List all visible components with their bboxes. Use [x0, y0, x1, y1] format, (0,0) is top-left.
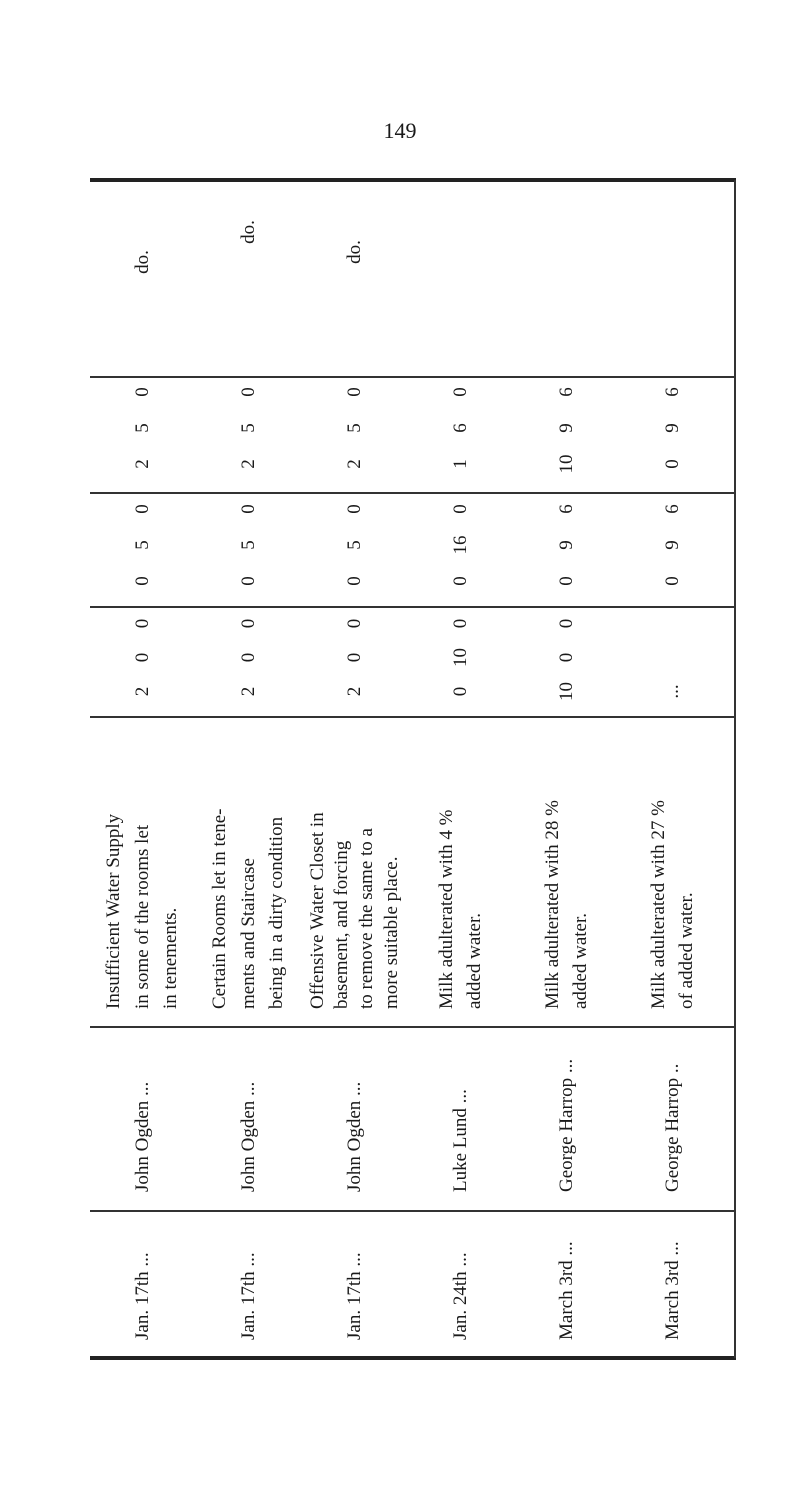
table-row	[302, 182, 408, 1352]
costs-cell: 0 5 0	[132, 504, 153, 586]
description-cell: Milk adulterated with 27 % of added water.	[647, 800, 697, 1009]
costs-cell: 0 16 0	[450, 504, 471, 586]
table-row	[196, 182, 302, 1352]
penalty-cell: 0 10 0	[450, 618, 471, 697]
bottom-rule	[90, 1356, 736, 1360]
name-cell: John Ogden ...	[132, 1081, 153, 1192]
date-cell: March 3rd ...	[556, 1241, 577, 1340]
remarks-cell: do.	[132, 250, 153, 274]
costs-cell: 0 5 0	[238, 504, 259, 586]
costs-cell: 0 9 6	[662, 504, 683, 586]
total-cell: 2 5 0	[132, 387, 153, 469]
name-cell: John Ogden ...	[238, 1081, 259, 1192]
remarks-cell: do.	[344, 240, 365, 264]
name-cell: John Ogden ...	[344, 1081, 365, 1192]
name-cell: Luke Lund ...	[450, 1089, 471, 1192]
name-cell: George Harrop ..	[662, 1063, 683, 1192]
description-cell: Insufficient Water Supply in some of the rooms let in tenements.	[103, 813, 182, 1009]
remarks-cell: do.	[238, 220, 259, 244]
name-cell: George Harrop ...	[556, 1058, 577, 1192]
table-row	[90, 182, 196, 1352]
penalty-cell: 2 0 0	[344, 618, 365, 697]
penalty-cell: 2 0 0	[132, 618, 153, 697]
total-cell: 0 9 6	[662, 387, 683, 469]
total-cell: 1 6 0	[450, 387, 471, 469]
description-cell: Offensive Water Closet in basement, and forcing to remove the same to a more suitable place.	[306, 812, 402, 1009]
date-cell: Jan. 17th ...	[238, 1252, 259, 1340]
date-cell: Jan. 17th ...	[344, 1252, 365, 1340]
penalty-cell: 2 0 0	[238, 618, 259, 697]
total-cell: 2 5 0	[344, 387, 365, 469]
date-cell: March 3rd ...	[662, 1241, 683, 1340]
table-row	[408, 182, 514, 1352]
page-number: 149	[383, 118, 417, 143]
date-cell: Jan. 17th ...	[132, 1252, 153, 1340]
table-row	[620, 182, 726, 1352]
date-cell: Jan. 24th ...	[450, 1252, 471, 1340]
total-cell: 2 5 0	[238, 387, 259, 469]
right-border	[734, 180, 736, 1358]
rotated-table	[90, 182, 730, 1352]
description-cell: Certain Rooms let in tene- ments and Staircase being in a dirty condition	[209, 808, 288, 1009]
costs-cell: 0 5 0	[344, 504, 365, 586]
penalty-cell: 10 0 0	[556, 618, 577, 701]
penalty-cell: ...	[662, 684, 683, 699]
description-cell: Milk adulterated with 4 % added water.	[435, 809, 485, 1009]
table-row	[514, 182, 620, 1352]
description-cell: Milk adulterated with 28 % added water.	[541, 800, 591, 1009]
total-cell: 10 9 6	[556, 387, 577, 474]
costs-cell: 0 9 6	[556, 504, 577, 586]
